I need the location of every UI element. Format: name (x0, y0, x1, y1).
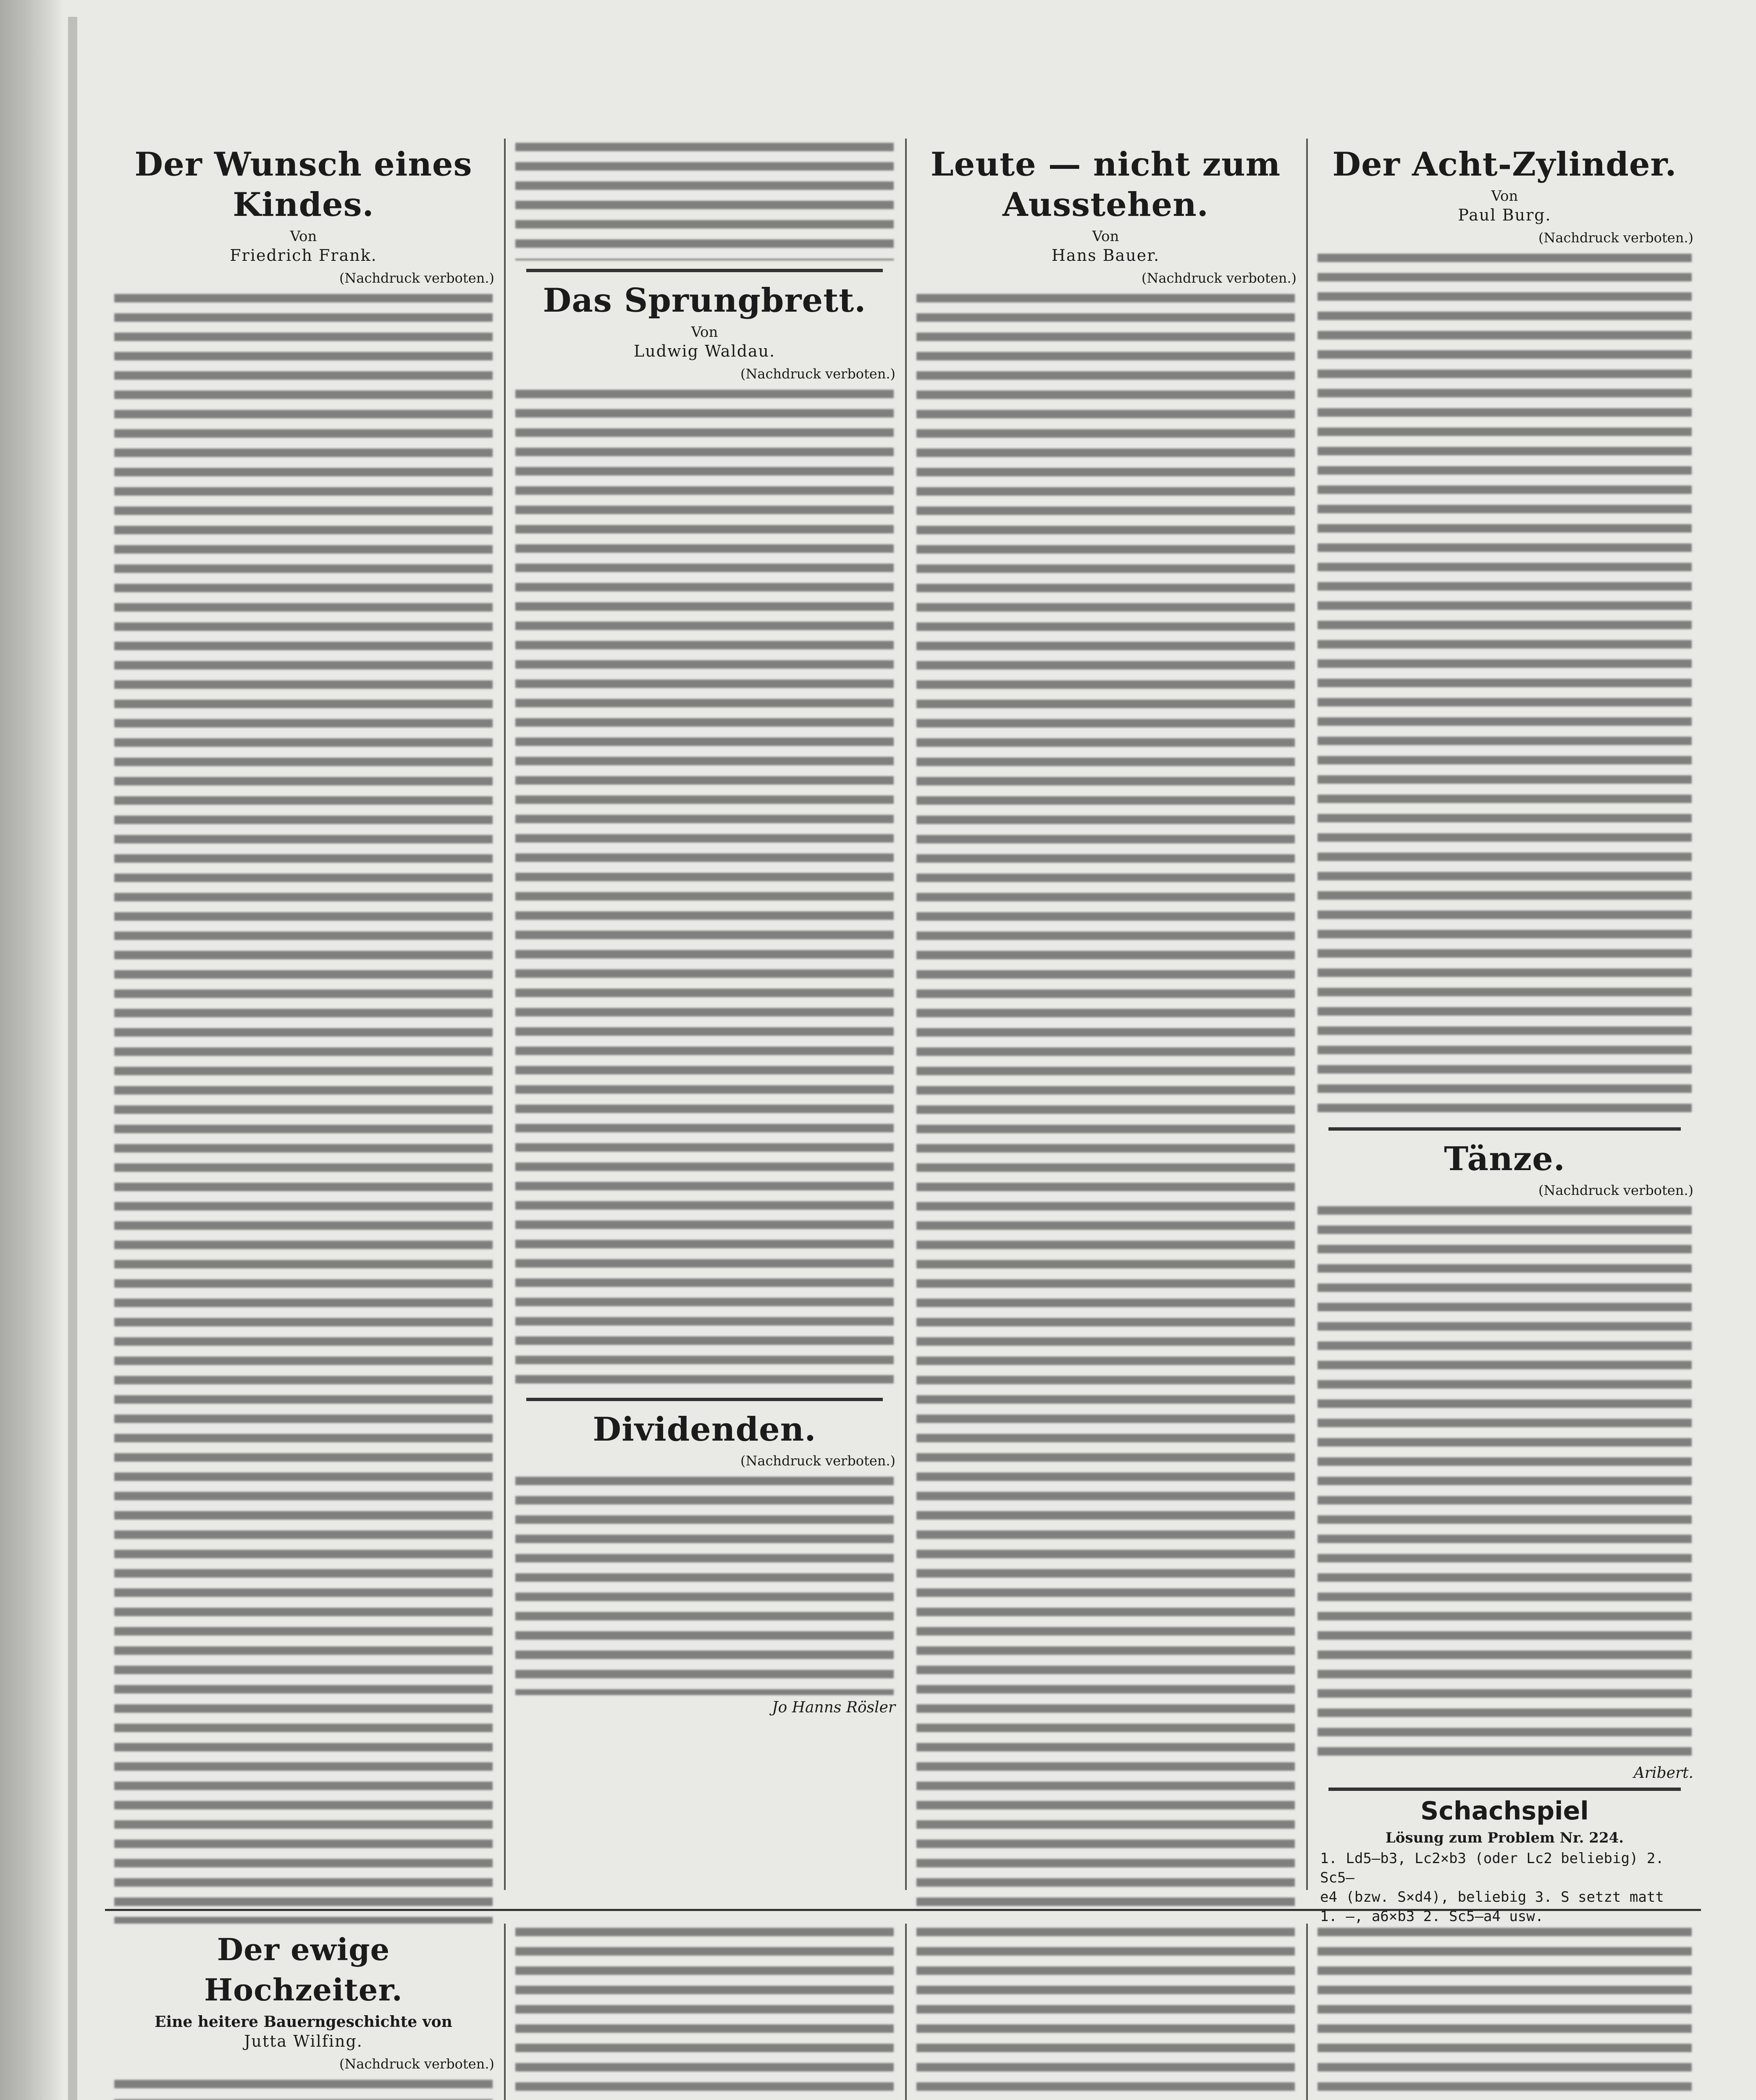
chess-subtitle: Lösung zum Problem Nr. 224. (1385, 1830, 1624, 1846)
article-author: Paul Burg. (1458, 206, 1551, 224)
reprint-notice: (Nachdruck verboten.) (339, 270, 494, 286)
column-rule (504, 139, 506, 1890)
chess-moves-line: e4 (bzw. S×d4), beliebig 3. S setzt matt (1320, 1889, 1664, 1906)
chess-moves-line: 1. —, a6×b3 2. Sc5—a4 usw. (1320, 1908, 1544, 1925)
lower-column-1 (105, 1924, 502, 2100)
article-von: Von (1092, 228, 1119, 245)
lower-column-4 (1308, 1924, 1701, 2100)
reprint-notice: (Nachdruck verboten.) (740, 1453, 895, 1469)
article-von: Von (1491, 188, 1518, 205)
column-rule (504, 1924, 506, 2100)
column-rule (1306, 1924, 1308, 2100)
article-title-leute: Leute — nicht zum Ausstehen. (930, 145, 1281, 224)
article-title-hochzeiter: Der ewige Hochzeiter. (204, 1932, 403, 2008)
article-author: Hans Bauer. (1051, 246, 1160, 265)
article-body-wunsch-continued (515, 143, 894, 260)
article-title-taenze: Tänze. (1444, 1140, 1565, 1178)
article-body-dividenden (515, 1477, 894, 1695)
reprint-notice: (Nachdruck verboten.) (339, 2056, 494, 2072)
article-author: Ludwig Waldau. (633, 342, 776, 360)
article-body-taenze (1318, 1206, 1692, 1761)
article-subtitle: Eine heitere Bauerngeschichte von (155, 2013, 452, 2031)
article-body-hochzeiter-continued (515, 1928, 894, 2100)
column-4 (1308, 139, 1701, 1926)
article-end-rule (526, 1398, 883, 1401)
column-rule (905, 1924, 907, 2100)
reprint-notice: (Nachdruck verboten.) (1538, 230, 1693, 246)
page-edge (68, 17, 77, 2100)
article-body-leute (916, 294, 1295, 1915)
article-title-sprungbrett: Das Sprungbrett. (543, 281, 866, 320)
article-title-dividenden: Dividenden. (593, 1410, 816, 1449)
article-title-achtzylinder: Der Acht-Zylinder. (1332, 145, 1677, 184)
chess-moves-line: 1. Ld5—b3, Lc2×b3 (oder Lc2 beliebig) 2. Sc5— (1320, 1850, 1664, 1886)
article-author: Jutta Wilfing. (244, 2032, 363, 2050)
article-signature: Jo Hanns Rösler (772, 1699, 895, 1716)
article-end-rule (1328, 1788, 1681, 1791)
article-title-wunsch: Der Wunsch eines Kindes. (134, 145, 472, 224)
article-body-wunsch (114, 294, 493, 1924)
article-body-achtzylinder (1318, 254, 1692, 1119)
article-body-sprungbrett (515, 390, 894, 1389)
column-3 (907, 139, 1304, 1919)
reprint-notice: (Nachdruck verboten.) (740, 366, 895, 382)
article-von: Von (691, 324, 718, 341)
lower-column-2 (506, 1924, 903, 2100)
reprint-notice: (Nachdruck verboten.) (1538, 1182, 1693, 1198)
column-1 (105, 139, 502, 1927)
lower-column-3 (907, 1924, 1304, 2100)
column-2 (506, 139, 903, 1722)
column-rule (905, 139, 907, 1890)
newspaper-page (105, 105, 1701, 2100)
reprint-notice: (Nachdruck verboten.) (1141, 270, 1297, 286)
article-author: Friedrich Frank. (230, 246, 377, 265)
column-rule (1306, 139, 1308, 1890)
chess-title: Schachspiel (1420, 1796, 1589, 1826)
article-body-hochzeiter (114, 2080, 493, 2100)
article-body-hochzeiter-continued (916, 1928, 1295, 2100)
article-end-rule (526, 269, 883, 272)
book-binding-shadow (0, 0, 63, 2100)
article-body-hochzeiter-continued (1318, 1928, 1692, 2100)
article-von: Von (290, 228, 317, 245)
article-signature: Aribert. (1633, 1764, 1693, 1782)
article-end-rule (1328, 1127, 1681, 1131)
